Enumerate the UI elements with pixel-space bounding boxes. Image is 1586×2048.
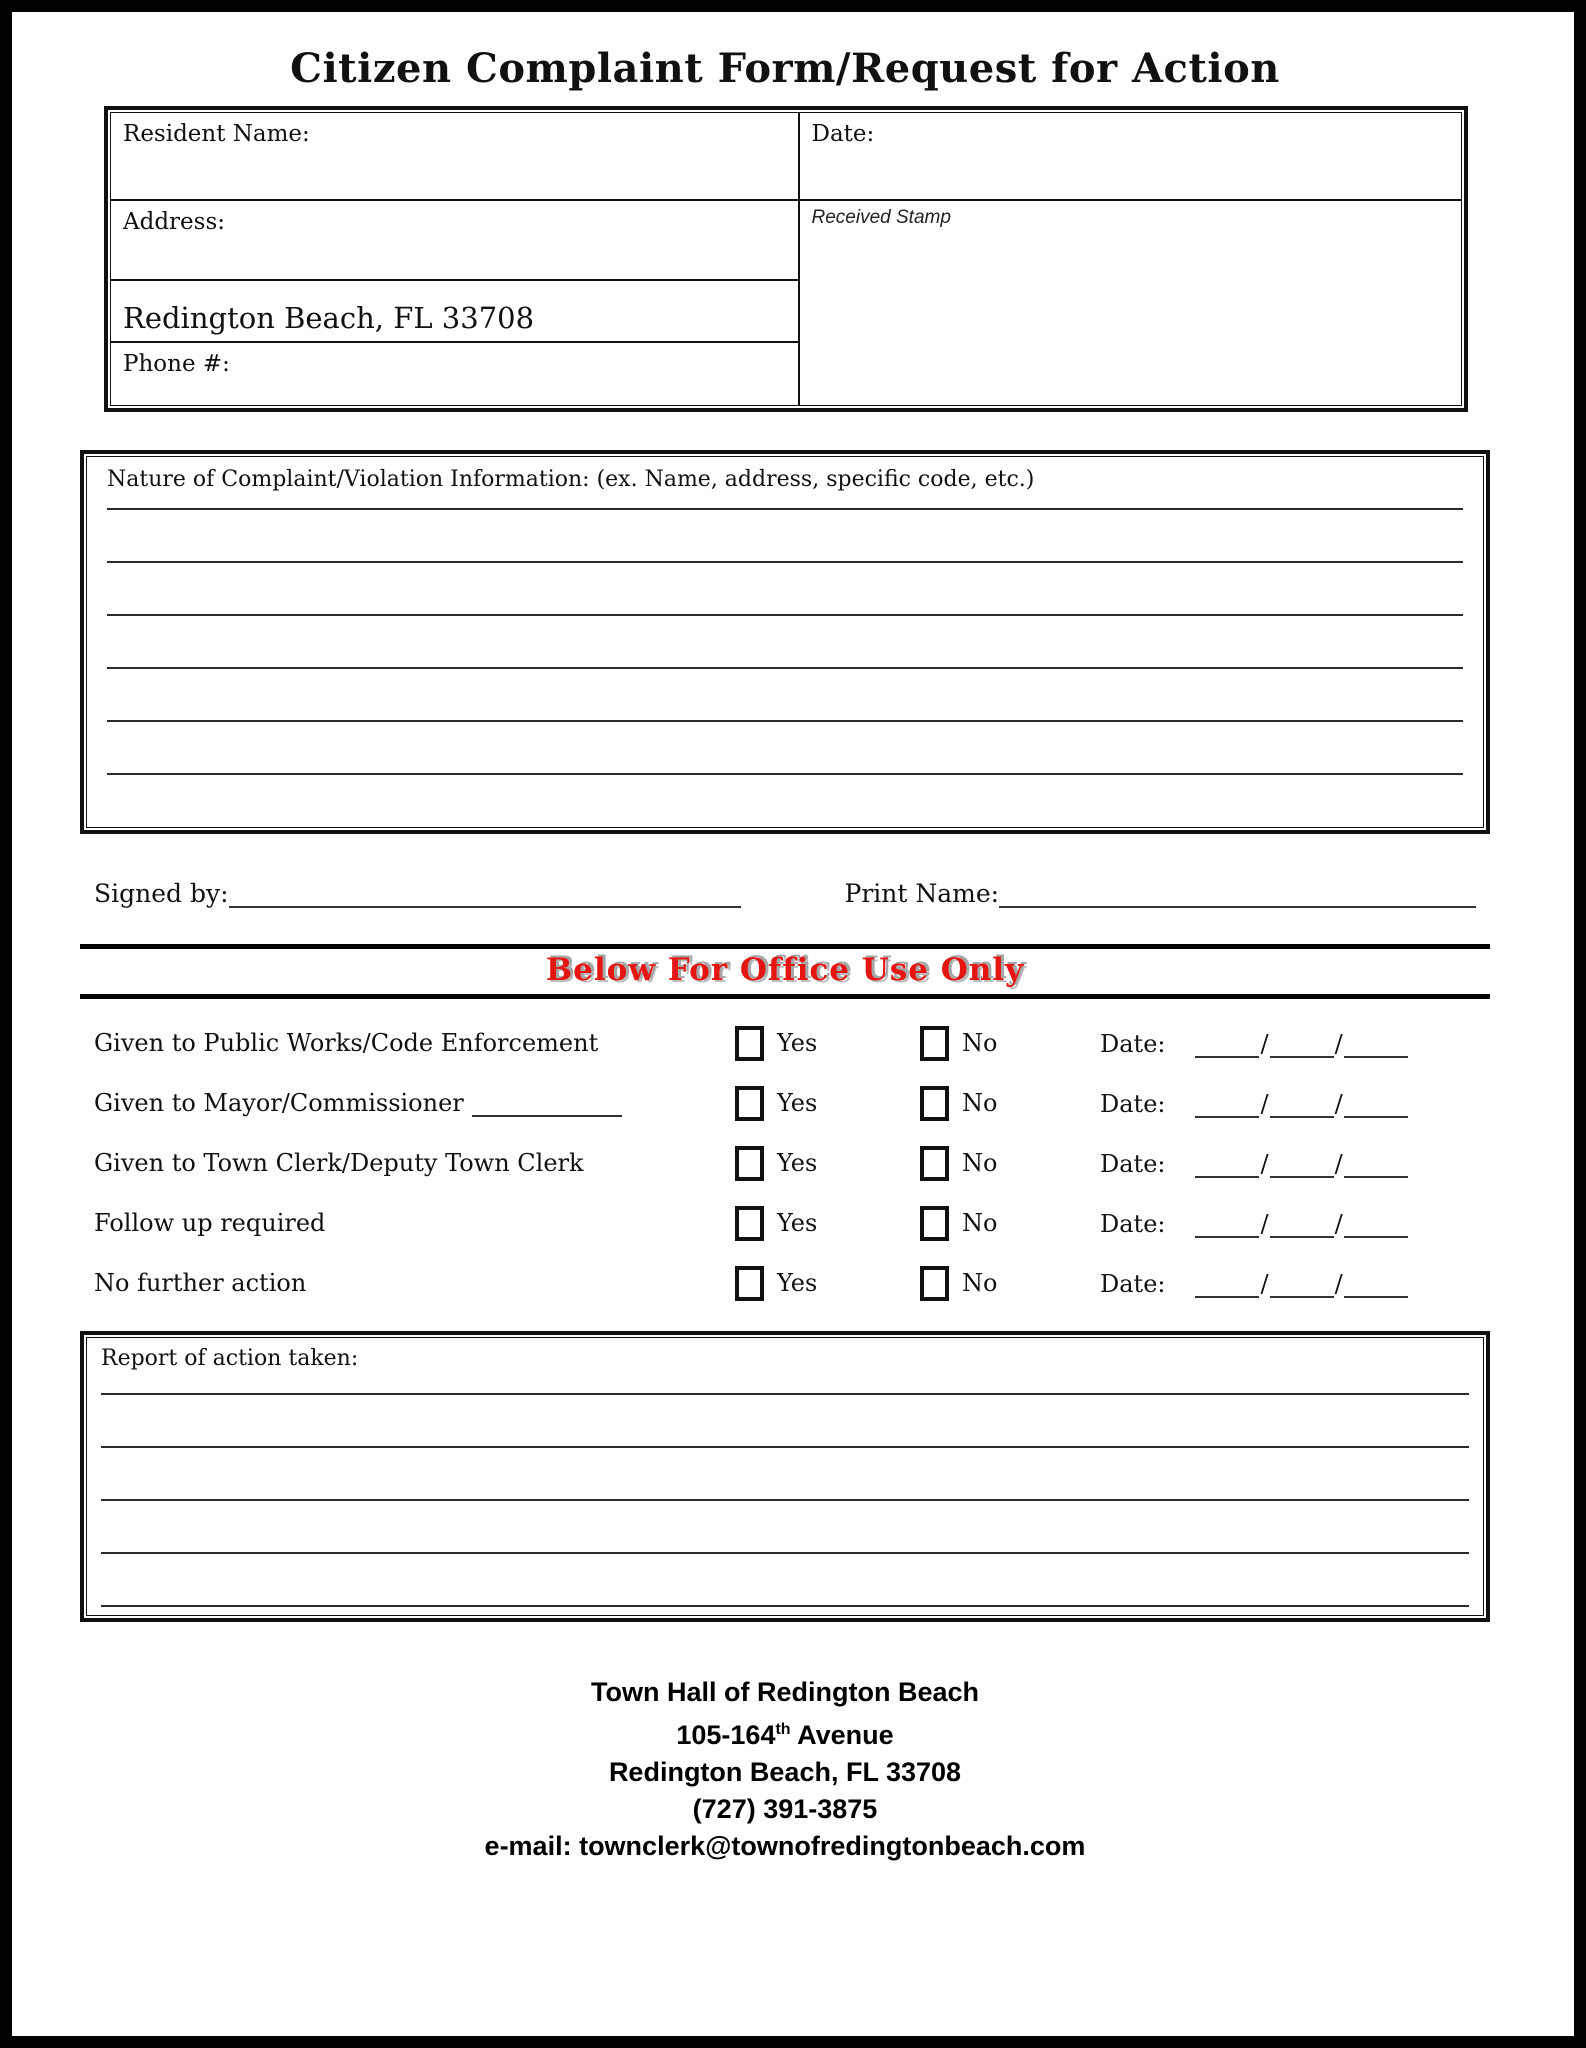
date-label: Date:	[1100, 1030, 1166, 1058]
office-row-mayor	[80, 1073, 1490, 1133]
date-label: Date:	[1100, 1090, 1166, 1118]
resident-name-label: Resident Name:	[123, 121, 310, 147]
complaint-header: Nature of Complaint/Violation Information: (ex. Name, address, specific code, etc.)	[107, 457, 1463, 510]
row-label: No further action	[94, 1269, 307, 1297]
no-checkbox[interactable]	[920, 1086, 949, 1121]
office-row-no-further-action	[80, 1253, 1490, 1313]
report-write-line[interactable]	[101, 1501, 1469, 1554]
no-checkbox[interactable]	[920, 1266, 949, 1301]
date-separator: /	[1260, 1150, 1269, 1178]
received-stamp-area	[800, 201, 1462, 405]
resident-info-box	[104, 106, 1468, 412]
date-year-field[interactable]	[1344, 1148, 1408, 1178]
row-label: Given to Town Clerk/Deputy Town Clerk	[94, 1149, 584, 1177]
footer-phone: (727) 391-3875	[692, 1794, 878, 1824]
office-row-public-works	[80, 1013, 1490, 1073]
yes-checkbox[interactable]	[735, 1206, 764, 1241]
date-day-field[interactable]	[1270, 1148, 1334, 1178]
yes-label: Yes	[777, 1269, 818, 1297]
street-ordinal-suffix: th	[775, 1721, 791, 1738]
yes-checkbox[interactable]	[735, 1266, 764, 1301]
date-separator: /	[1334, 1150, 1343, 1178]
date-separator: /	[1260, 1030, 1269, 1058]
office-use-rows	[80, 1013, 1490, 1313]
date-label: Date:	[1100, 1150, 1166, 1178]
complaint-write-line[interactable]	[107, 616, 1463, 669]
date-label: Date:	[1100, 1270, 1166, 1298]
complaint-write-line[interactable]	[107, 669, 1463, 722]
street-number: 105-164	[676, 1720, 776, 1750]
yes-label: Yes	[777, 1209, 818, 1237]
date-day-field[interactable]	[1270, 1208, 1334, 1238]
mayor-name-line[interactable]	[472, 1091, 622, 1117]
date-month-field[interactable]	[1195, 1268, 1259, 1298]
date-separator: /	[1334, 1030, 1343, 1058]
address-field[interactable]	[111, 201, 798, 281]
signed-by-label: Signed by:	[94, 879, 229, 908]
date-month-field[interactable]	[1195, 1028, 1259, 1058]
complaint-write-line[interactable]	[107, 510, 1463, 563]
no-checkbox[interactable]	[920, 1146, 949, 1181]
phone-field[interactable]	[111, 343, 798, 405]
city-state-zip-text: Redington Beach, FL 33708	[123, 301, 535, 335]
yes-label: Yes	[777, 1149, 818, 1177]
report-write-line[interactable]	[101, 1554, 1469, 1607]
print-name-line[interactable]	[999, 876, 1476, 908]
town-hall-footer	[80, 1674, 1490, 1865]
received-stamp-label: Received Stamp	[811, 207, 951, 228]
office-row-follow-up	[80, 1193, 1490, 1253]
no-checkbox[interactable]	[920, 1206, 949, 1241]
footer-town-hall: Town Hall of Redington Beach	[591, 1677, 979, 1707]
date-month-field[interactable]	[1195, 1088, 1259, 1118]
resident-info-left-column	[111, 113, 800, 405]
date-year-field[interactable]	[1344, 1208, 1408, 1238]
report-box-padding	[87, 1607, 1483, 1615]
phone-label: Phone #:	[123, 351, 230, 377]
form-title: Citizen Complaint Form/Request for Action	[290, 45, 1280, 92]
address-label: Address:	[123, 209, 226, 235]
office-use-heading: Below For Office Use Only	[545, 952, 1025, 988]
date-separator: /	[1260, 1270, 1269, 1298]
print-name-label: Print Name:	[844, 879, 1000, 908]
office-use-divider	[80, 944, 1490, 999]
date-separator: /	[1260, 1090, 1269, 1118]
report-label: Report of action taken:	[101, 1338, 1469, 1395]
date-month-field[interactable]	[1195, 1208, 1259, 1238]
date-day-field[interactable]	[1270, 1088, 1334, 1118]
date-month-field[interactable]	[1195, 1148, 1259, 1178]
yes-checkbox[interactable]	[735, 1146, 764, 1181]
row-label: Follow up required	[94, 1209, 326, 1237]
yes-checkbox[interactable]	[735, 1026, 764, 1061]
date-day-field[interactable]	[1270, 1268, 1334, 1298]
office-row-town-clerk	[80, 1133, 1490, 1193]
report-write-line[interactable]	[101, 1448, 1469, 1501]
date-separator: /	[1334, 1210, 1343, 1238]
date-separator: /	[1334, 1270, 1343, 1298]
date-year-field[interactable]	[1344, 1088, 1408, 1118]
no-label: No	[962, 1149, 998, 1177]
footer-street-address	[80, 1711, 1490, 1754]
complaint-write-line[interactable]	[107, 722, 1463, 775]
no-label: No	[962, 1029, 998, 1057]
date-year-field[interactable]	[1344, 1028, 1408, 1058]
complaint-write-line[interactable]	[107, 563, 1463, 616]
footer-city-state-zip: Redington Beach, FL 33708	[608, 1757, 962, 1787]
report-write-line[interactable]	[101, 1395, 1469, 1448]
yes-label: Yes	[777, 1029, 818, 1057]
yes-checkbox[interactable]	[735, 1086, 764, 1121]
date-field[interactable]	[800, 113, 1462, 201]
no-label: No	[962, 1269, 998, 1297]
complaint-box	[80, 450, 1490, 834]
date-separator: /	[1334, 1090, 1343, 1118]
row-label: Given to Public Works/Code Enforcement	[94, 1029, 599, 1057]
date-year-field[interactable]	[1344, 1268, 1408, 1298]
no-checkbox[interactable]	[920, 1026, 949, 1061]
date-day-field[interactable]	[1270, 1028, 1334, 1058]
no-label: No	[962, 1089, 998, 1117]
street-name: Avenue	[790, 1720, 894, 1750]
footer-email: e-mail: townclerk@townofredingtonbeach.com	[484, 1831, 1086, 1861]
signed-by-line[interactable]	[229, 876, 741, 908]
signature-row	[94, 876, 1476, 908]
report-box	[80, 1331, 1490, 1622]
resident-info-right-column	[800, 113, 1462, 405]
date-label: Date:	[1100, 1210, 1166, 1238]
date-separator: /	[1260, 1210, 1269, 1238]
resident-name-field[interactable]	[111, 113, 798, 201]
date-label: Date:	[811, 121, 875, 147]
row-label: Given to Mayor/Commissioner	[94, 1089, 464, 1117]
complaint-box-padding	[87, 775, 1483, 827]
city-state-zip-line	[111, 281, 798, 343]
yes-label: Yes	[777, 1089, 818, 1117]
no-label: No	[962, 1209, 998, 1237]
